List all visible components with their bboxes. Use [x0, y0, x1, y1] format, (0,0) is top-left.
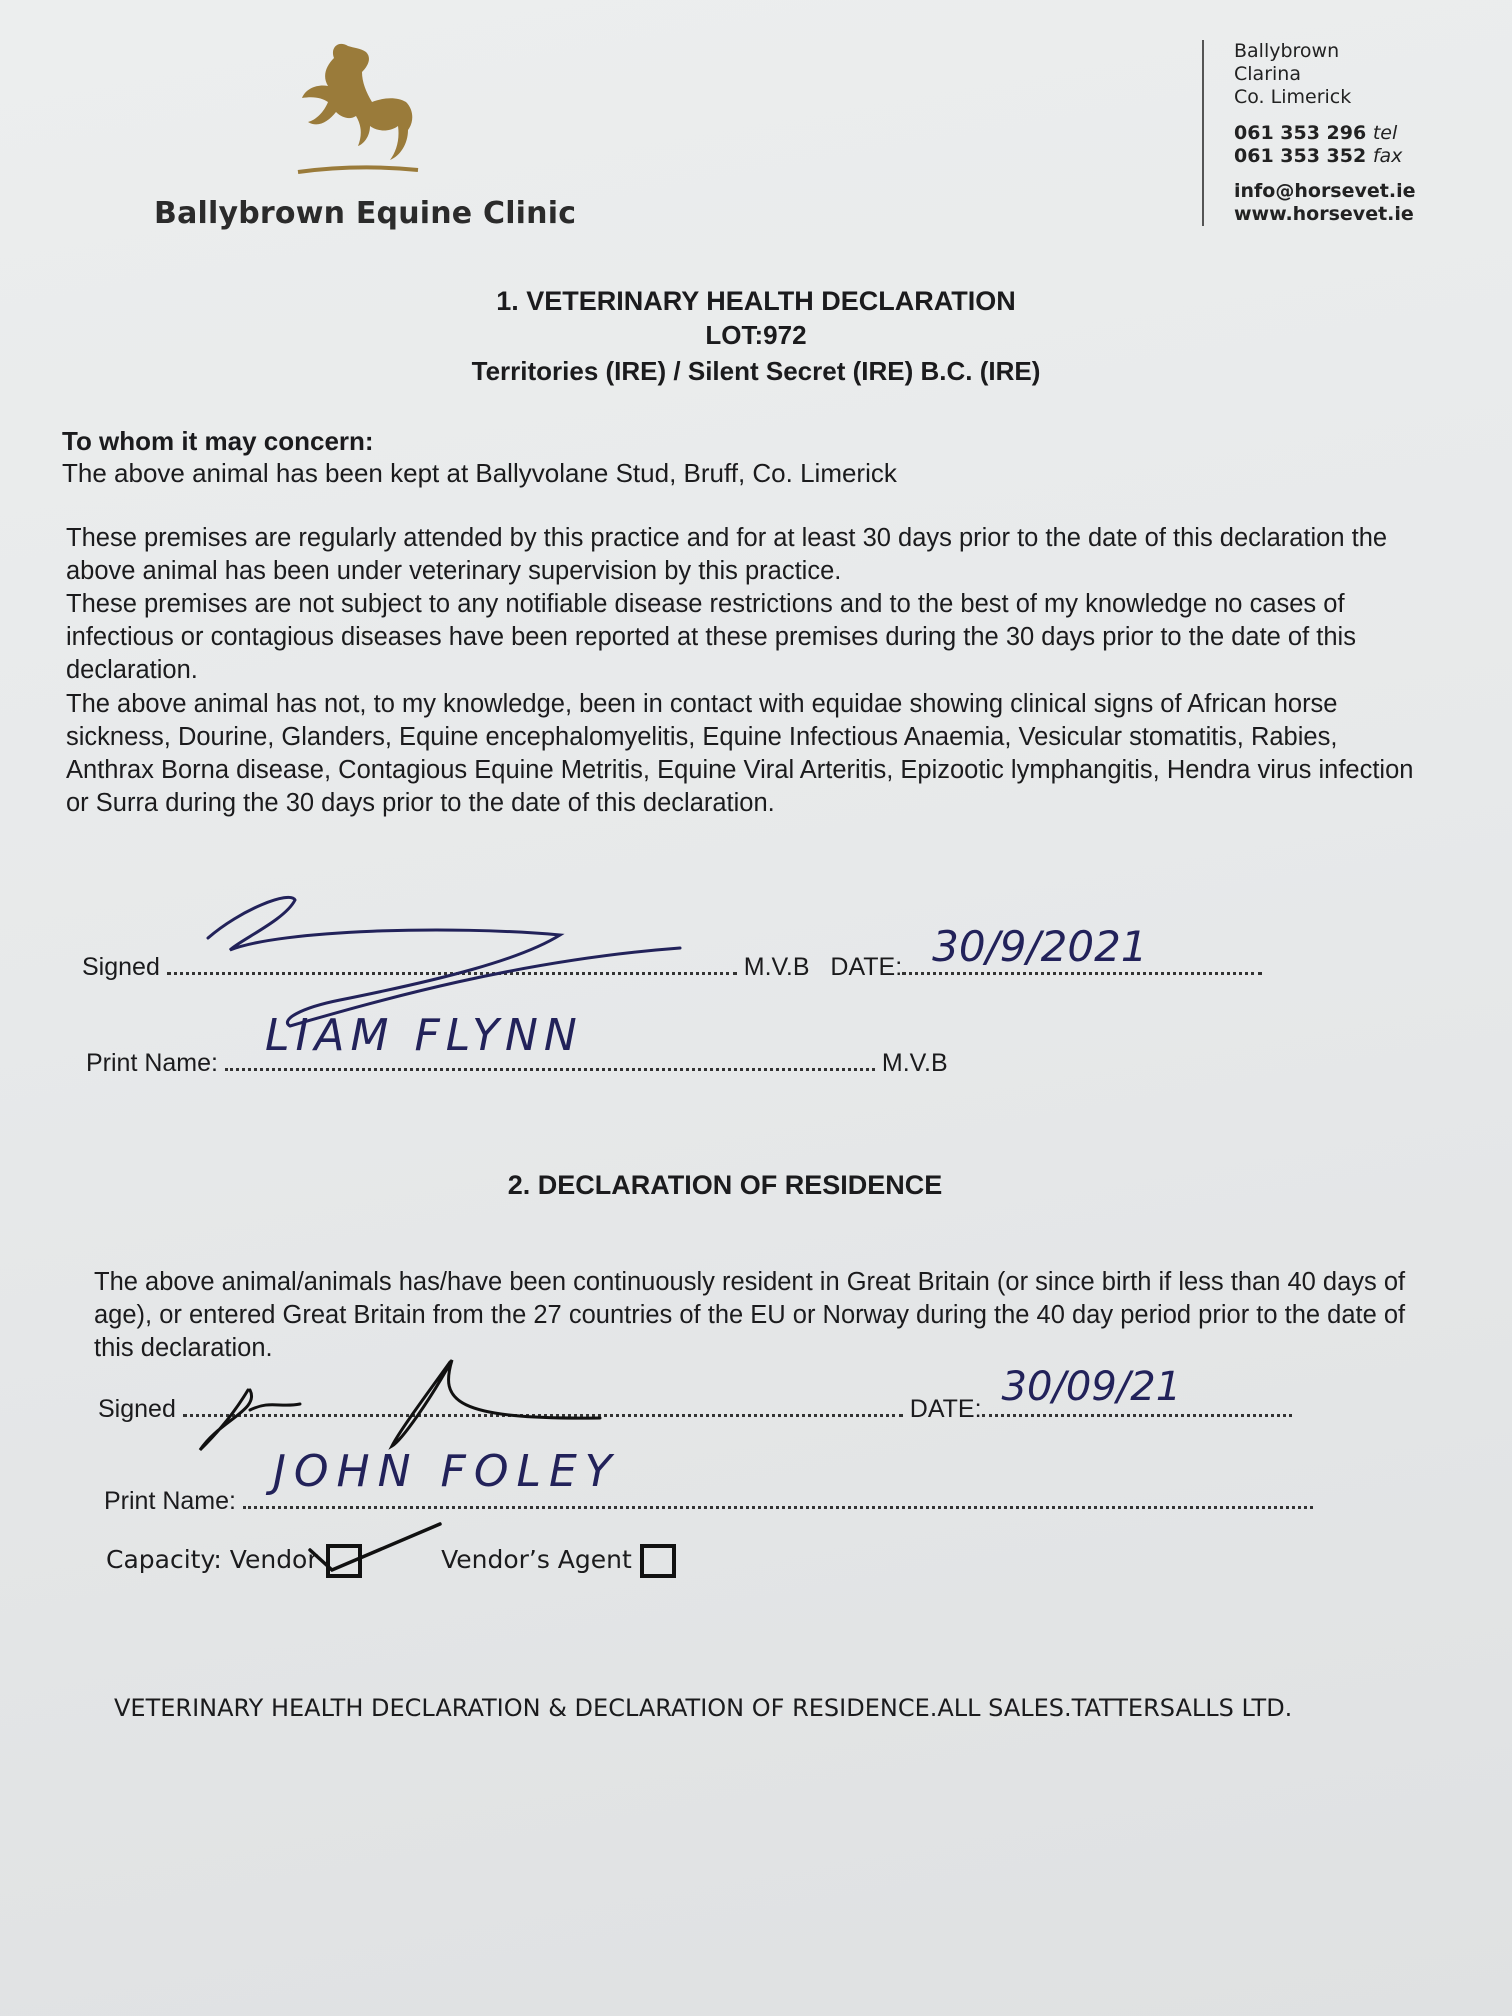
vet-print-row: [86, 1010, 948, 1078]
clinic-name: Ballybrown Equine Clinic: [154, 196, 577, 231]
header-divider: [1202, 40, 1204, 226]
phone-number: [1234, 122, 1397, 145]
vet-print-value: LIAM FLYNN: [264, 1010, 583, 1061]
vet-print-mvb-label: M.V.B: [881, 1049, 948, 1077]
vet-print-label: Print Name:: [86, 1049, 218, 1077]
vendor-agent-label: Vendor’s Agent: [441, 1545, 632, 1574]
fax-label: fax: [1372, 145, 1403, 167]
vet-signature-line[interactable]: [167, 952, 737, 975]
vet-print-field[interactable]: [225, 1010, 875, 1071]
vet-date-label: DATE:: [830, 953, 903, 981]
fax-number: [1234, 145, 1402, 168]
vendor-checkbox[interactable]: [326, 1544, 362, 1578]
salutation: To whom it may concern:: [62, 426, 374, 456]
vendor-print-field[interactable]: [243, 1446, 1313, 1509]
vendor-signed-label: Signed: [98, 1395, 176, 1423]
fax-value: 061 353 352: [1234, 145, 1367, 167]
capacity-row: [106, 1544, 676, 1578]
paragraph-no-contact: The above animal has not, to my knowledge, been in contact with equidae showing clinical signs of African horse sickness, Dourine, Glanders, Equine encephalomyelitis, Equine Infectious Anaemia, Vesicular stomatitis, Rabies, Anthrax Borna disease, Contagious Equine Metritis, Equine Viral Arteritis, Epizootic lymphangitis, Hendra virus infection or Surra during the 30 days prior to the date of this declaration.: [66, 690, 1414, 817]
footer-text: VETERINARY HEALTH DECLARATION & DECLARATION OF RESIDENCE.ALL SALES.TATTERSALLS LTD.: [114, 1694, 1293, 1722]
paragraph-no-restrictions: These premises are not subject to any notifiable disease restrictions and to the best of my knowledge no cases of infectious or contagious diseases have been reported at these premises during the 30 days prior to the date of this declaration.: [66, 590, 1356, 684]
vendor-date-value: 30/09/21: [1001, 1364, 1182, 1410]
section2-title: 2. DECLARATION OF RESIDENCE: [507, 1170, 943, 1200]
vendor-print-row: [104, 1446, 1313, 1516]
vendor-signature-line[interactable]: [183, 1394, 903, 1417]
vet-signed-row: [82, 922, 1262, 982]
lot-number: LOT:972: [705, 320, 807, 350]
vet-date-field[interactable]: [902, 922, 1262, 975]
capacity-vendor-label: Capacity: Vendor: [106, 1545, 318, 1574]
vendor-date-field[interactable]: [982, 1364, 1292, 1417]
paragraph-residence: The above animal/animals has/have been continuously resident in Great Britain (or since birth if less than 40 days of age), or entered Great Britain from the 27 countries of the EU or Norway during the 40 day period prior to the date of this declaration.: [94, 1268, 1406, 1362]
horse-pedigree: Territories (IRE) / Silent Secret (IRE) B.C. (IRE): [471, 356, 1041, 386]
tel-value: 061 353 296: [1234, 122, 1367, 144]
vendor-agent-checkbox[interactable]: [640, 1544, 676, 1578]
website: www.horsevet.ie: [1234, 203, 1414, 225]
vendor-print-label: Print Name:: [104, 1487, 236, 1515]
paragraph-supervision: These premises are regularly attended by this practice and for at least 30 days prior to the date of this declaration the above animal has been under veterinary supervision by this practice.: [66, 524, 1388, 585]
vendor-signed-row: [98, 1364, 1292, 1424]
tel-label: tel: [1372, 122, 1398, 144]
address-line-3: Co. Limerick: [1234, 86, 1352, 108]
address-line-1: Ballybrown: [1234, 40, 1340, 62]
vendor-date-label: DATE:: [909, 1395, 982, 1423]
section1-title: 1. VETERINARY HEALTH DECLARATION: [496, 286, 1016, 316]
address-line-2: Clarina: [1234, 63, 1301, 85]
email-address: info@horsevet.ie: [1234, 180, 1416, 202]
vet-mvb-label: M.V.B: [743, 953, 810, 981]
vet-signed-label: Signed: [82, 953, 160, 981]
vet-date-value: 30/9/2021: [932, 922, 1148, 971]
vendor-print-value: JOHN FOLEY: [272, 1446, 620, 1497]
kept-at-statement: The above animal has been kept at Ballyvolane Stud, Bruff, Co. Limerick: [62, 458, 897, 488]
horse-logo-icon: [278, 36, 438, 186]
